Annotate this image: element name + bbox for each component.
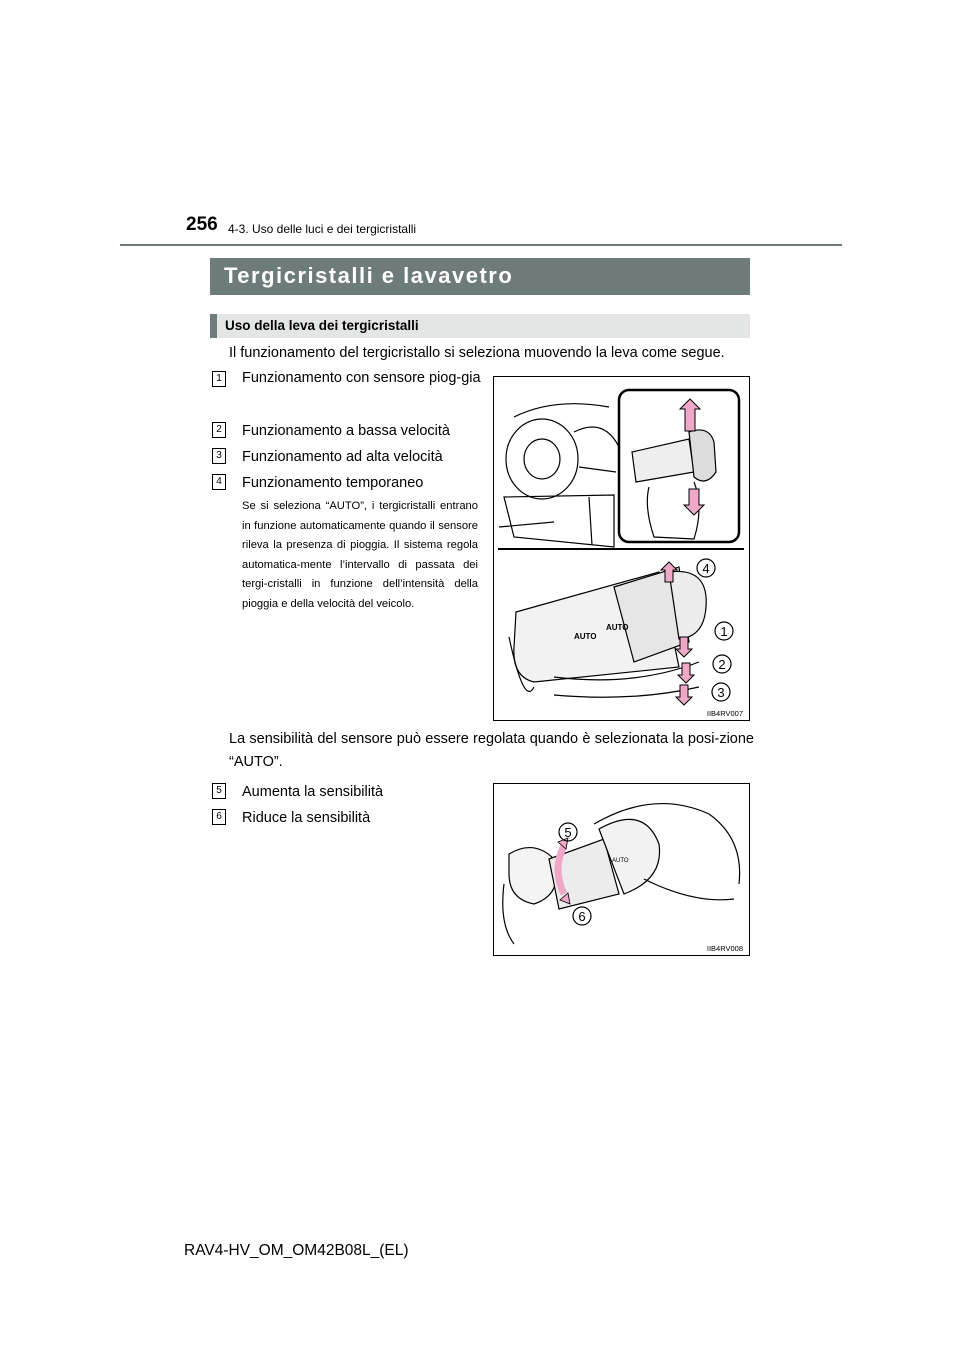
item-text: Funzionamento con sensore piog-gia (242, 370, 481, 386)
wiper-lever-illustration (494, 377, 749, 720)
lever-auto-label: AUTO (606, 623, 629, 632)
item-number-badge: 2 (212, 422, 226, 438)
item-number-badge: 5 (212, 783, 226, 799)
callout-6: 6 (578, 909, 586, 924)
item-text: Funzionamento ad alta velocità (242, 449, 443, 465)
item-text: Funzionamento temporaneo (242, 475, 424, 491)
subsection-title: Uso della leva dei tergicristalli (210, 314, 750, 338)
item-number-badge: 4 (212, 474, 226, 490)
lever-auto-label: AUTO (574, 632, 597, 641)
running-head: 4-3. Uso delle luci e dei tergicristalli (228, 222, 417, 236)
footer-doc-code: RAV4-HV_OM_OM42B08L_(EL) (184, 1242, 409, 1259)
item-text: Aumenta la sensibilità (242, 784, 384, 800)
item-number-badge: 3 (212, 448, 226, 464)
figure-code: IIB4RV008 (706, 944, 743, 953)
auto-mode-note: Se si seleziona “AUTO”, i tergicristalli entrano in funzione automaticamente quando il sensore rileva la presenza di pioggia. Il sistema regola automatica-mente l’intervallo di passata dei tergi-cristalli in funzione dell’intensità della pioggia e della velocità del veicolo. (242, 500, 478, 610)
item-number-badge: 6 (212, 809, 226, 825)
callout-1: 1 (720, 624, 728, 639)
item-number-badge: 1 (212, 371, 226, 387)
callout-2: 2 (718, 657, 726, 672)
dial-auto-label: AUTO (612, 858, 629, 864)
sensitivity-paragraph: La sensibilità del sensore può essere regolata quando è selezionata la posi-zione “AUTO”. (229, 731, 754, 770)
callout-4: 4 (702, 561, 710, 576)
intro-paragraph: Il funzionamento del tergicristallo si seleziona muovendo la leva come segue. (229, 345, 725, 361)
page-number: 256 (186, 214, 218, 235)
figure-code: IIB4RV007 (706, 709, 743, 718)
callout-3: 3 (717, 685, 725, 700)
item-text: Funzionamento a bassa velocità (242, 423, 450, 439)
sensitivity-dial-figure (493, 783, 750, 956)
section-title: Tergicristalli e lavavetro (210, 258, 750, 295)
wiper-lever-figure (493, 376, 750, 721)
item-text: Riduce la sensibilità (242, 810, 371, 826)
sensitivity-dial-illustration (494, 784, 749, 955)
header-rule (120, 244, 842, 246)
callout-5: 5 (564, 825, 572, 840)
